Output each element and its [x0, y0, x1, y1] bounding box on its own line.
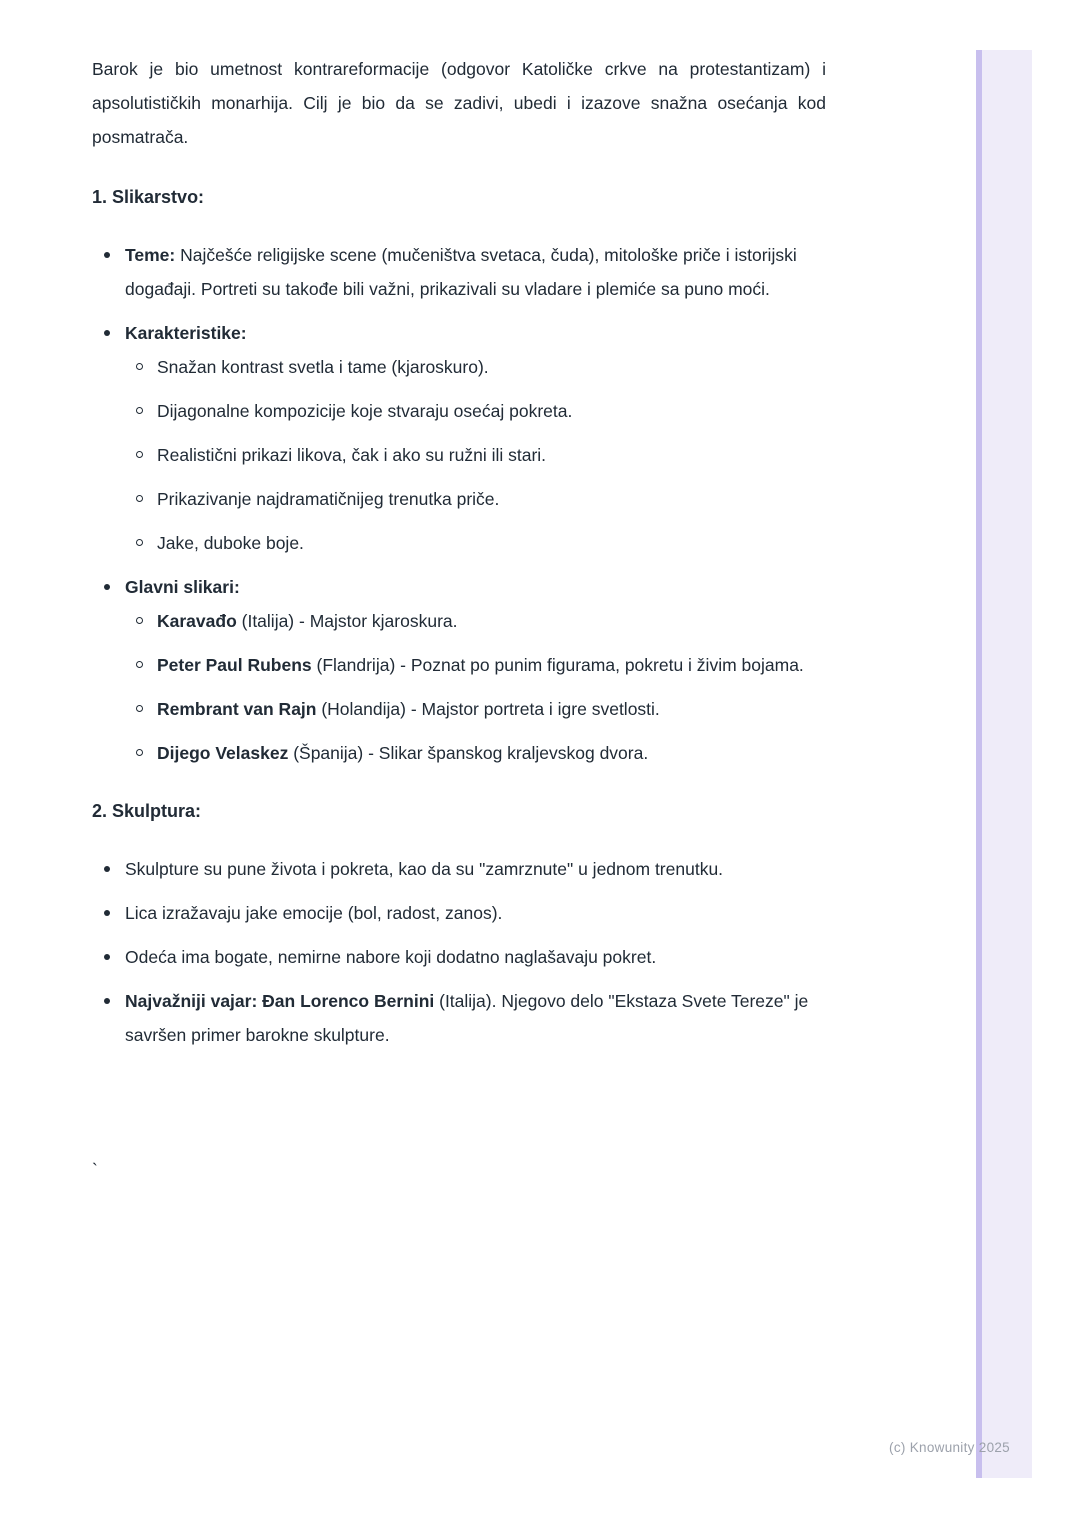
- list-item: Odeća ima bogate, nemirne nabore koji dodatno naglašavaju pokret.: [92, 940, 826, 974]
- characteristics-sub-list: [125, 350, 826, 560]
- list-item-themes: [92, 238, 826, 306]
- list-item-painters: [92, 570, 826, 770]
- painters-sub-list: [125, 604, 826, 770]
- painter-description: (Holandija) - Majstor portreta i igre svetlosti.: [316, 699, 660, 719]
- intro-paragraph: Barok je bio umetnost kontrareformacije (odgovor Katoličke crkve na protestantizam) i apsolutističkih monarhija. Cilj je bio da se zadivi, ubedi i izazove snažna osećanja kod posmatrača.: [92, 59, 826, 147]
- sculpture-bullet-list: [92, 852, 826, 1052]
- stray-backtick-mark: `: [92, 1160, 98, 1180]
- list-item-painter: [125, 604, 826, 638]
- sculptor-description: (Italija). Njegovo delo "Ekstaza Svete Tereze" je savršen primer barokne skulpture.: [125, 991, 809, 1045]
- painter-name: Rembrant van Rajn: [157, 699, 317, 719]
- painter-description: (Flandrija) - Poznat po punim figurama, pokretu i živim bojama.: [311, 655, 804, 675]
- list-item-painter: [125, 736, 826, 770]
- sculptor-label: Najvažniji vajar: Đan Lorenco Bernini: [125, 991, 435, 1011]
- characteristics-label: Karakteristike:: [125, 323, 247, 343]
- list-item-painter: [125, 648, 826, 682]
- painter-description: (Španija) - Slikar španskog kraljevskog dvora.: [288, 743, 649, 763]
- list-item: Skulpture su pune života i pokreta, kao da su "zamrznute" u jednom trenutku.: [92, 852, 826, 886]
- list-item: Prikazivanje najdramatičnijeg trenutka priče.: [125, 482, 826, 516]
- themes-text: Najčešće religijske scene (mučeništva svetaca, čuda), mitološke priče i istorijski događaji. Portreti su takođe bili važni, prikazivali su vladare i plemiće sa puno moći.: [125, 245, 797, 299]
- painter-description: (Italija) - Majstor kjaroskura.: [236, 611, 458, 631]
- list-item: Lica izražavaju jake emocije (bol, radost, zanos).: [92, 896, 826, 930]
- section-heading-sculpture: 2. Skulptura:: [92, 801, 202, 821]
- painter-name: Peter Paul Rubens: [157, 655, 312, 675]
- painter-name: Karavađo: [157, 611, 237, 631]
- list-item: Dijagonalne kompozicije koje stvaraju osećaj pokreta.: [125, 394, 826, 428]
- themes-label: Teme:: [125, 245, 176, 265]
- list-item: Jake, duboke boje.: [125, 526, 826, 560]
- painter-name: Dijego Velaskez: [157, 743, 289, 763]
- page-side-strip: [976, 50, 1032, 1478]
- list-item: Realistični prikazi likova, čak i ako su ružni ili stari.: [125, 438, 826, 472]
- list-item-painter: [125, 692, 826, 726]
- list-item: Snažan kontrast svetla i tame (kjaroskuro).: [125, 350, 826, 384]
- section-heading-painting: 1. Slikarstvo:: [92, 187, 205, 207]
- document-body: [92, 52, 826, 1062]
- painters-label: Glavni slikari:: [125, 577, 240, 597]
- list-item-characteristics: [92, 316, 826, 560]
- list-item-sculptor-highlight: [92, 984, 826, 1052]
- painting-bullet-list: [92, 238, 826, 770]
- footer-copyright: (c) Knowunity 2025: [889, 1440, 1010, 1455]
